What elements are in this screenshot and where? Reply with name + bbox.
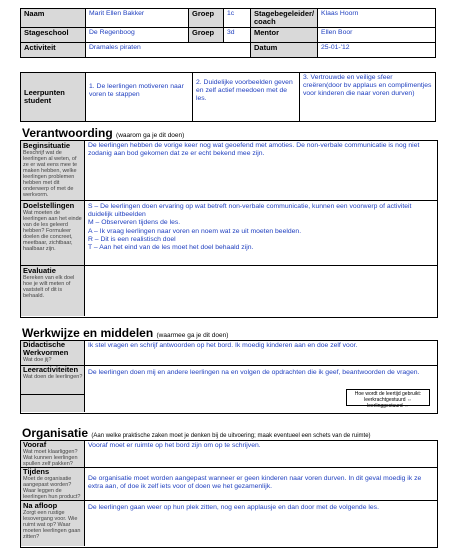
verantwoording-subtitle: (waarom ga je dit doen): [116, 132, 185, 139]
leertijd-note: Hoe wordt de leertijd gebruikt: leerkrachtgestuurd ⇔ leerlinggestuurd ⇔: [346, 389, 430, 406]
organisatie-divider: [84, 441, 85, 546]
begeleider-value: Klaas Hoorn: [318, 9, 436, 28]
leeractiviteiten-hint: Wat doen de leerlingen?: [23, 374, 83, 380]
vooraf-label: Vooraf: [23, 440, 47, 449]
row-line: [20, 265, 437, 266]
mentor-value: Ellen Boor: [318, 28, 436, 43]
activiteit-value: Dramales piraten: [86, 43, 251, 58]
evaluatie-hint: Bereken van elk doel hoe je wilt meten of vaststelt of dit is behaald.: [23, 275, 75, 299]
vooraf-hint: Wat moet klaarliggen? Wat kunnen leerlingen spullen zelf pakken?: [23, 449, 78, 467]
evaluatie-label: Evaluatie: [23, 266, 56, 275]
datum-value: 25-01-'12: [318, 43, 436, 58]
activiteit-label: Activiteit: [21, 43, 86, 58]
datum-label: Datum: [251, 43, 318, 58]
naafloop-text: De leerlingen gaan weer op hun plek zitten, nog een applausje en dan door met de volgende les.: [88, 504, 379, 511]
doelstellingen-hint: Wat moeten de leerlingen aan het einde van de les geleerd hebben? Formuleer doelen die concreet, meetbaar, zichtbaar, haalbaar zijn.: [23, 210, 82, 252]
werkwijze-divider: [84, 341, 85, 412]
didactisch-text: Ik stel vragen en schrijf antwoorden op het bord. Ik moedig kinderen aan en doe zelf voor.: [88, 342, 358, 349]
organisatie-heading: [22, 426, 371, 440]
row-line: [20, 394, 85, 395]
leerpunt-3: 3. Vertrouwde en veilige sfeer creëren(door bv applaus en complimentjes voor kinderen die naar voren durven): [300, 73, 436, 122]
organisatie-subtitle: (Aan welke praktische zaken moet je denken bij de uitvoering; maak eventueel een schets van de ruimte): [91, 433, 371, 439]
leerpunt-2: 2. Duidelijke voorbeelden geven en zelf actief meedoen met de les.: [193, 73, 300, 122]
didactisch-label: Didactische Werkvormen: [23, 340, 69, 357]
didactisch-hint: Wat doe jij?: [23, 357, 52, 363]
groep-value: 1c: [224, 9, 251, 28]
naam-value: Marit Ellen Bakker: [86, 9, 189, 28]
begeleider-label: Stagebegeleider/ coach: [251, 9, 318, 28]
verantwoording-divider: [84, 141, 85, 316]
row-line: [20, 500, 437, 501]
tijdens-cell: [23, 468, 83, 500]
leeractiviteiten-text: De leerlingen doen mij en andere leerlingen na en volgen de opdrachten die ik geef, beantwoorden de vragen.: [88, 369, 420, 376]
groep-value-2: 3d: [224, 28, 251, 43]
vooraf-text: Vooraf moet er ruimte op het bord zijn om op te schrijven.: [88, 442, 261, 449]
doel-a: A – Ik vraag leerlingen naar voren en noem wat ze uit moeten beelden.: [88, 227, 302, 235]
groep-label-2: Groep: [189, 28, 224, 43]
doel-t: T – Aan het eind van de les moet het doel behaald zijn.: [88, 244, 254, 252]
leeractiviteiten-cell: [23, 366, 83, 380]
mentor-label: Mentor: [251, 28, 318, 43]
naam-label: Naam: [21, 9, 86, 28]
doelstellingen-text: [88, 203, 433, 252]
vooraf-cell: [23, 441, 83, 467]
beginsituatie-cell: [23, 142, 83, 198]
tijdens-label: Tijdens: [23, 467, 50, 476]
naafloop-cell: [23, 502, 83, 540]
leerpunt-1: 1. De leerlingen motiveren naar voren te stappen: [86, 73, 193, 122]
beginsituatie-label: Beginsituatie: [23, 141, 71, 150]
school-value: De Regenboog: [86, 28, 189, 43]
naafloop-hint: Zorgt een rustige lesovergang voor. Wie ruimt wat op? Waar moeten leerlingen gaan zitten?: [23, 510, 81, 540]
doel-m: M – Observeren tijdens de les.: [88, 219, 181, 227]
leerpunten-table: [20, 72, 436, 122]
verantwoording-heading: [22, 126, 184, 140]
tijdens-text: De organisatie moet worden aangepast wanneer er geen kinderen naar voren durven. In dit geval moedig ik ze extra aan, of doe ik zelf iets voor of doen we het gezamenlijk.: [88, 475, 422, 491]
naafloop-label: Na afloop: [23, 501, 58, 510]
leerpunten-label: Leerpunten student: [21, 73, 86, 122]
tijdens-hint: Moet de organisatie aangepast worden? Waar leggen de leerlingen hun product?: [23, 476, 81, 500]
row-line: [20, 200, 437, 201]
beginsituatie-text: De leerlingen hebben de vorige keer nog wat geoefend met amoties. De non-verbale communicatie is nog niet zodanig aan bod gekomen dat ze er echt bekend mee zijn.: [88, 142, 420, 158]
doel-r: R – Dit is een realistisch doel: [88, 235, 176, 243]
doelstellingen-label: Doelstellingen: [23, 201, 75, 210]
doelstellingen-cell: [23, 202, 83, 252]
didactisch-cell: [23, 341, 83, 363]
beginsituatie-hint: Beschrijf wat de leerlingen al weten, of ze er wat eens mee te maken hebben, welke leerlingen problemen hebben met dit onderwerp of met de werkvorm.: [23, 150, 78, 198]
verantwoording-title: Verantwoording: [22, 126, 113, 140]
werkwijze-heading: [22, 326, 228, 340]
evaluatie-cell: [23, 267, 83, 299]
leeractiviteiten-label: Leeractiviteiten: [23, 365, 79, 374]
werkwijze-subtitle: (waarmee ga je dit doen): [156, 332, 229, 339]
groep-label: Groep: [189, 9, 224, 28]
school-label: Stageschool: [21, 28, 86, 43]
header-table: [20, 8, 436, 58]
doel-s: S – De leerlingen doen ervaring op wat betreft non-verbale communicatie, kunnen een voorwerp of activiteit duidelijk uitbeelden: [88, 203, 412, 219]
werkwijze-title: Werkwijze en middelen: [22, 326, 154, 340]
organisatie-title: Organisatie: [22, 426, 89, 440]
